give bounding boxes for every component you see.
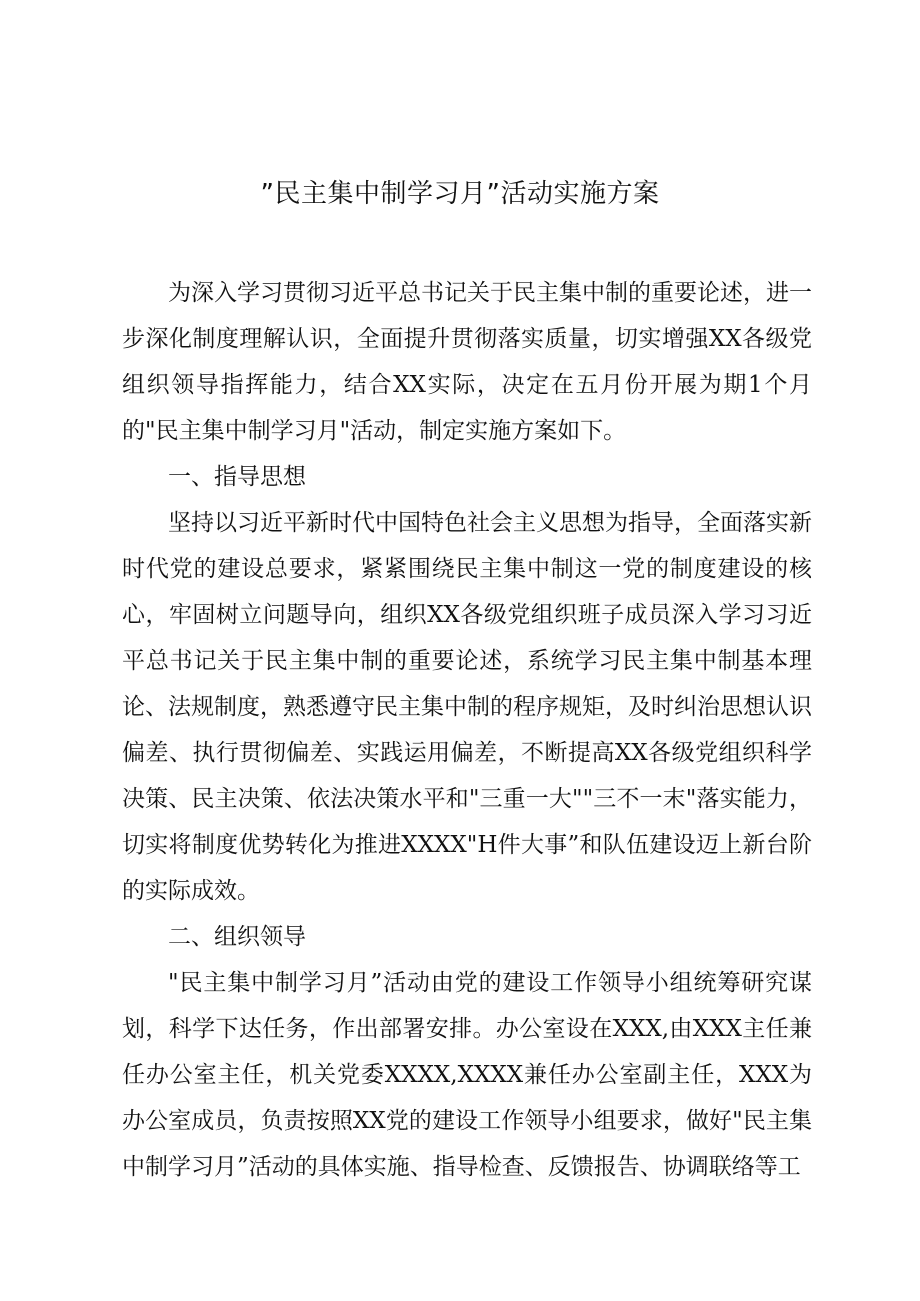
intro-paragraph: 为深入学习贯彻习近平总书记关于民主集中制的重要论述，进一步深化制度理解认识，全面提升贯彻落实质量，切实增强XX各级党组织领导指挥能力，结合XX实际，决定在五月份开展为期1个月的"民主集中制学习月"活动，制定实施方案如下。 [122, 280, 812, 444]
section-paragraph-guiding-ideology: 坚持以习近平新时代中国特色社会主义思想为指导，全面落实新时代党的建设总要求，紧紧围绕民主集中制这一党的制度建设的核心，牢固树立问题导向，组织XX各级党组织班子成员深入学习习近平总书记关于民主集中制的重要论述，系统学习民主集中制基本理论、法规制度，熟悉遵守民主集中制的程序规矩，及时纠治思想认识偏差、执行贯彻偏差、实践运用偏差，不断提高XX各级党组织科学决策、民主决策、依法决策水平和"三重一大""三不一末"落实能力，切实将制度优势转化为推进XXXX"H件大事”和队伍建设迈上新台阶的实际成效。 [122, 510, 812, 904]
section-heading-organization-leadership: 二、组织领导 [168, 924, 306, 950]
document-body [122, 270, 812, 1190]
section-paragraph-organization-leadership: "民主集中制学习月”活动由党的建设工作领导小组统筹研究谋划，科学下达任务，作出部署安排。办公室设在XXX,由XXX主任兼任办公室主任，机关党委XXXX,XXXX兼任办公室副主任，XXX为办公室成员，负责按照XX党的建设工作领导小组要求，做好"民主集中制学习月”活动的具体实施、指导检查、反馈报告、协调联络等工 [122, 970, 812, 1180]
section-heading-guiding-ideology: 一、指导思想 [168, 464, 306, 490]
document-title: ”民主集中制学习月”活动实施方案 [260, 179, 660, 209]
